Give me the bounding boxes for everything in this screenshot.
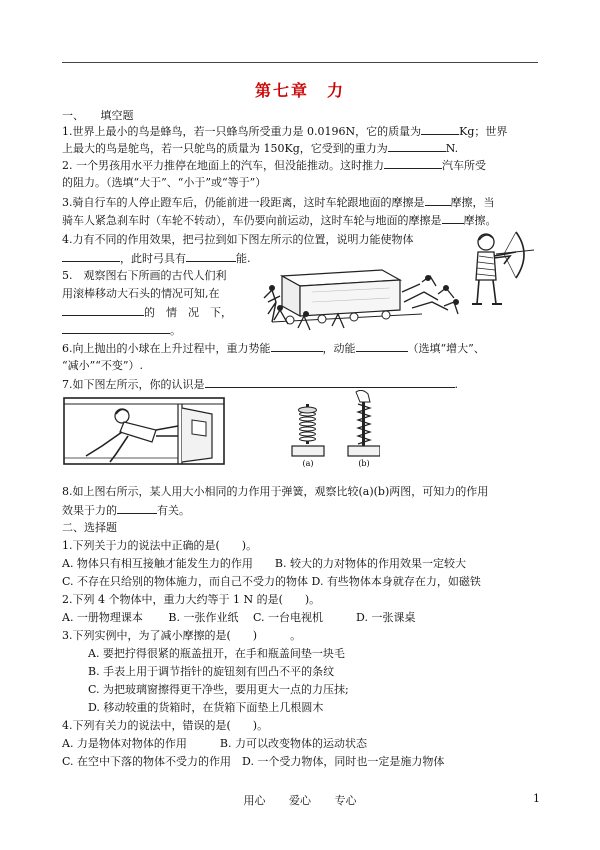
blank xyxy=(384,157,442,169)
c3-option-c: C. 为把玻璃窗擦得更干净些，要用更大一点的力压抹; xyxy=(88,683,349,696)
blank xyxy=(388,140,446,152)
fig-b-label: (b) xyxy=(358,459,370,468)
q4-text: ，此时弓具有 xyxy=(120,252,186,265)
q3-line1 xyxy=(62,194,495,210)
archer-figure xyxy=(464,228,536,308)
q7-text: . xyxy=(454,378,458,391)
q3-text: 3.骑自行车的人停止蹬车后，仍能前进一段距离，这时车轮跟地面的摩擦是 xyxy=(62,196,425,209)
spring-figure xyxy=(290,390,380,468)
chapter-title: 第七章 力 xyxy=(254,81,345,100)
page-number: 1 xyxy=(533,792,540,805)
blank xyxy=(356,340,408,352)
q6-line1 xyxy=(62,340,485,356)
c3-option-d: D. 移动较重的货箱时，在货箱下面垫上几根圆木 xyxy=(88,701,324,714)
c4-options-cd: C. 在空中下落的物体不受力的作用 D. 一个受力物体，同时也一定是施力物体 xyxy=(62,755,445,768)
q2-text: 2. 一个男孩用水平力推停在地面上的汽车，但没能推动。这时推力 xyxy=(62,159,384,172)
q6-text: 6.向上抛出的小球在上升过程中，重力势能 xyxy=(62,342,271,355)
q1-text: Kg；世界 xyxy=(459,125,508,138)
footer-text: 爱心 xyxy=(289,794,311,807)
c1-options-ab: A. 物体只有相互接触才能发生力的作用 B. 较大的力对物体的作用效果一定较大 xyxy=(62,557,467,570)
q5-text: 。 xyxy=(170,324,181,337)
q5-line4 xyxy=(62,322,181,338)
q5-text: 的 情 况 下， xyxy=(144,306,232,319)
section-multiple-choice: 二、选择题 xyxy=(62,521,117,534)
q8-line1: 8.如上图右所示，某人用大小相同的力作用于弹簧，观察比较(a)(b)两图，可知力的作用 xyxy=(62,485,489,498)
q2-line2: 的阻力。（选填“大于”、“小于”或“等于”） xyxy=(62,176,267,189)
blank xyxy=(421,123,459,135)
q3-text: 摩擦。 xyxy=(463,214,497,227)
c3-stem: 3.下列实例中，为了减小摩擦的是( ) 。 xyxy=(62,629,302,642)
blank xyxy=(425,194,451,206)
section-fill-in: 一、 填空题 xyxy=(62,109,134,122)
q6-line2: “减小”“不变”）. xyxy=(62,359,143,372)
fig-a-label: (a) xyxy=(302,459,314,468)
blank xyxy=(62,250,120,262)
blank xyxy=(62,304,144,316)
c3-option-b: B. 手表上用于调节指针的旋钮刻有凹凸不平的条纹 xyxy=(88,665,335,678)
q1-line1 xyxy=(62,123,507,139)
q2-text: 汽车所受 xyxy=(442,159,486,172)
q4-text: 能. xyxy=(236,252,251,265)
blank xyxy=(186,250,236,262)
c2-stem: 2.下列 4 个物体中，重力大约等于 1 N 的是( )。 xyxy=(62,593,321,606)
q7-text: 7.如下图左所示，你的认识是 xyxy=(62,378,205,391)
header-rule xyxy=(62,62,538,63)
q6-text: （选填“增大”、 xyxy=(407,342,485,355)
q5-line1: 5. 观察图右下所画的古代人们利 xyxy=(62,269,227,282)
blank xyxy=(117,502,157,514)
q2-line1 xyxy=(62,157,486,173)
q5-line2: 用滚棒移动大石头的情况可知,在 xyxy=(62,287,220,300)
q4-line2 xyxy=(62,250,251,266)
q3-text: 骑车人紧急刹车时（车轮不转动），车仍要向前运动，这时车轮与地面的摩擦是 xyxy=(62,214,442,227)
q1-text: 1.世界上最小的鸟是蜂鸟，若一只蜂鸟所受重力是 0.0196N，它的质量为 xyxy=(62,125,422,138)
q3-line2 xyxy=(62,212,497,228)
c2-options: A. 一册物理课本 B. 一张作业纸 C. 一台电视机 D. 一张课桌 xyxy=(62,611,416,624)
page-footer xyxy=(0,792,600,808)
q1-text: N. xyxy=(445,142,459,155)
footer-text: 用心 xyxy=(243,794,266,807)
stone-rollers-figure xyxy=(262,262,462,334)
q7-line1 xyxy=(62,376,458,392)
q6-text: ，动能 xyxy=(322,342,356,355)
q1-line2 xyxy=(62,140,458,156)
blank xyxy=(442,212,464,224)
q4-line1: 4.力有不同的作用效果，把弓拉到如下图左所示的位置，说明力能使物体 xyxy=(62,233,414,246)
blank xyxy=(205,376,455,388)
q8-line2 xyxy=(62,502,190,518)
c1-options-cd: C. 不存在只给别的物体施力，而自己不受力的物体 D. 有些物体本身就存在力，如磁铁 xyxy=(62,575,481,588)
q8-text: 效果于力的 xyxy=(62,504,117,517)
blank xyxy=(271,340,323,352)
q5-line3 xyxy=(62,304,232,320)
blank xyxy=(62,322,170,334)
q8-text: 有关。 xyxy=(157,504,190,517)
c4-options-ab: A. 力是物体对物体的作用 B. 力可以改变物体的运动状态 xyxy=(62,737,368,750)
c1-stem: 1.下列关于力的说法中正确的是( )。 xyxy=(62,539,258,552)
footer-text: 专心 xyxy=(334,794,357,807)
c4-stem: 4.下列有关力的说法中，错误的是( )。 xyxy=(62,719,269,732)
door-push-figure xyxy=(62,396,230,468)
q1-text: 上最大的鸟是鸵鸟，若一只鸵鸟的质量为 150Kg，它受到的重力为 xyxy=(62,142,388,155)
c3-option-a: A. 要把拧得很紧的瓶盖扭开，在手和瓶盖间垫一块毛 xyxy=(88,647,345,660)
q3-text: 摩擦，当 xyxy=(450,196,495,209)
